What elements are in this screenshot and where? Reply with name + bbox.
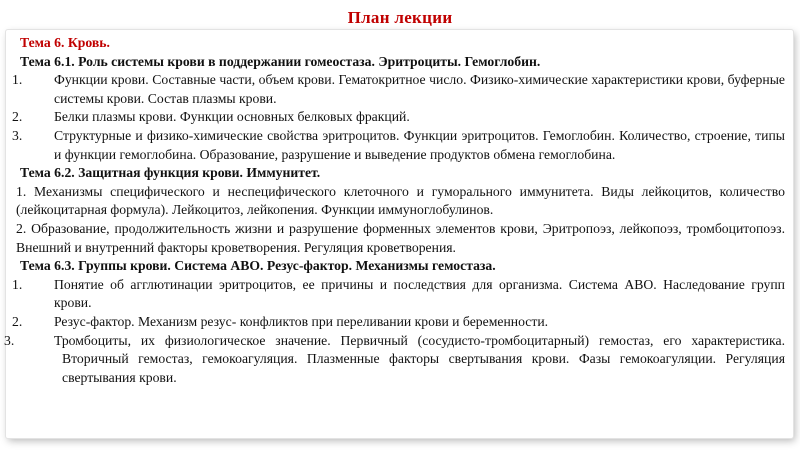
section-heading-6-2: Тема 6.2. Защитная функция крови. Иммунитет. <box>20 165 321 181</box>
list-item <box>12 313 785 332</box>
topic-heading: Тема 6. Кровь. <box>20 35 110 50</box>
list-item <box>12 108 785 127</box>
list-item-text: 2. Образование, продолжительность жизни и разрушение форменных элементов крови, Эритропоэз, лейкопоэз, тромбоцитопоэз. Внешний и внутренний факторы кроветворения. Регуляция кроветворения. <box>16 220 785 255</box>
list-item-number: 2. <box>12 109 23 125</box>
list-item-text: 1. Механизмы специфического и неспецифического клеточного и гуморального иммунитета. Виды лейкоцитов, количество (лейкоцитарная формула). Лейкоцитоз, лейкопения. Функции иммуноглобулинов. <box>16 183 785 218</box>
list-item <box>4 332 785 388</box>
list-item-text: Понятие об агглютинации эритроцитов, ее причины и последствия для организма. Система АВО. Наследование групп крови. <box>54 276 785 311</box>
list-item <box>12 220 785 257</box>
list-item <box>12 71 785 108</box>
list-item-text: Белки плазмы крови. Функции основных белковых фракций. <box>54 109 410 125</box>
list-item-number: 3. <box>4 332 15 348</box>
list-item-number: 1. <box>12 276 23 292</box>
list-item <box>12 127 785 164</box>
section-heading-6-1: Тема 6.1. Роль системы крови в поддержании гомеостаза. Эритроциты. Гемоглобин. <box>20 53 541 69</box>
page-title: План лекции <box>347 8 453 27</box>
list-item <box>12 183 785 220</box>
list-item-text: Резус-фактор. Механизм резус- конфликтов при переливании крови и беременности. <box>54 313 549 329</box>
section-heading-6-3: Тема 6.3. Группы крови. Система АВО. Резус-фактор. Механизмы гемостаза. <box>20 258 496 274</box>
list-item-text: Тромбоциты, их физиологическое значение. Первичный (сосудисто-тромбоцитарный) гемостаз, его характеристика. Вторичный гемостаз, гемокоагуляция. Плазменные факторы свертывания крови. Фазы гемокоагуляции. Регуляция свертывания крови. <box>54 332 785 385</box>
list-item-text: Структурные и физико-химические свойства эритроцитов. Функции эритроцитов. Гемоглобин. Количество, строение, типы и функции гемоглобина. Образование, разрушение и выведение продуктов обмена гемоглобина. <box>54 127 785 162</box>
list-item-number: 3. <box>12 127 23 143</box>
list-item <box>12 276 785 313</box>
list-item-number: 1. <box>12 72 23 88</box>
list-item-text: Функции крови. Составные части, объем крови. Гематокритное число. Физико-химические характеристики крови, буферные системы крови. Состав плазмы крови. <box>54 72 785 106</box>
list-item-number: 2. <box>12 313 23 329</box>
lecture-plan-box <box>6 30 793 438</box>
